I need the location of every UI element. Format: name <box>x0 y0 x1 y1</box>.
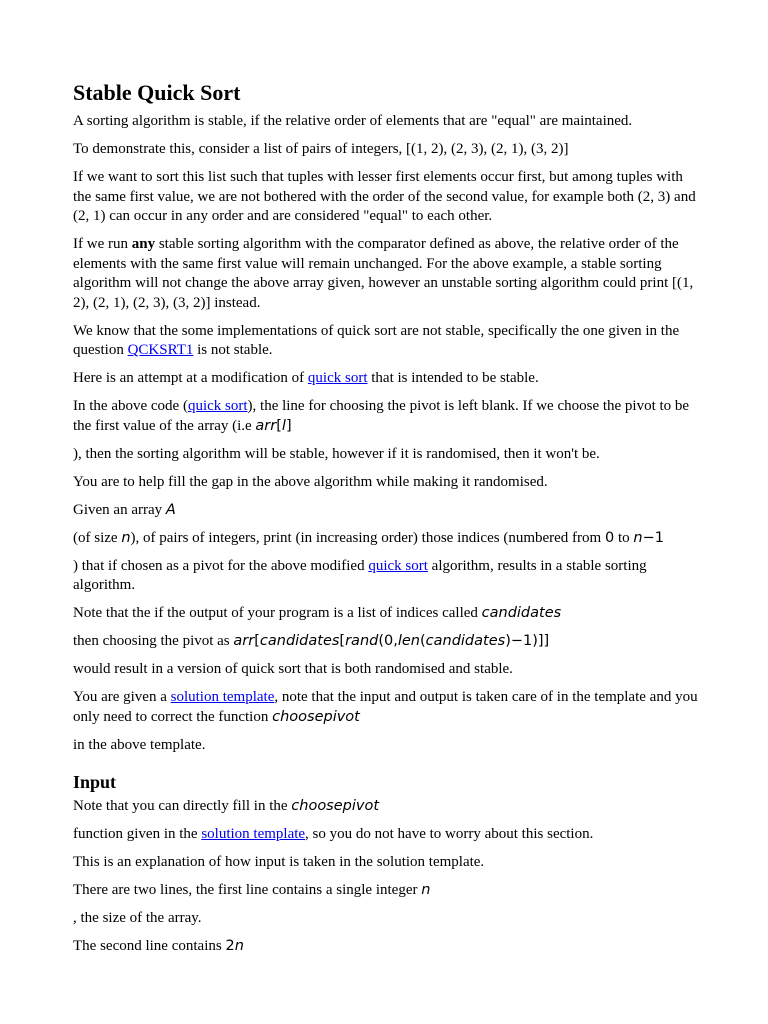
math-n: n <box>121 529 131 546</box>
math-tail: )−1)]] <box>505 633 550 649</box>
math-arr: arr <box>233 633 255 649</box>
paragraph-input-explanation: This is an explanation of how input is taken in the solution template. <box>73 854 485 870</box>
paragraph-sort-explanation: If we want to sort this list such that tuples with lesser first elements occur first, but among tuples with the same first value, we are not bothered with the order of the second value, for example both (2, 3) and (2, 1) can occur in any order and are considered "equal" to each other. <box>73 169 696 224</box>
solution-template-link[interactable]: solution template <box>201 826 306 842</box>
math-choosepivot: choosepivot <box>272 708 360 725</box>
math-len: len <box>397 633 420 649</box>
text: ), of pairs of integers, print (in increasing order) those indices (numbered from <box>130 529 605 546</box>
paragraph-task: You are to help fill the gap in the above algorithm while making it randomised. <box>73 473 548 490</box>
paragraph-two-lines <box>73 881 698 901</box>
quick-sort-link[interactable]: quick sort <box>368 557 428 574</box>
text: There are two lines, the first line contains a single integer <box>73 882 422 898</box>
math-choosepivot: choosepivot <box>291 798 380 814</box>
text: function given in the <box>73 826 202 842</box>
paragraph-stable-algorithm <box>73 235 698 313</box>
quick-sort-link[interactable]: quick sort <box>187 398 248 414</box>
math-n: n <box>633 529 643 546</box>
paragraph-randomised: ), then the sorting algorithm will be stable, however if it is randomised, then it won't be. <box>73 445 600 462</box>
text: ) that if chosen as a pivot for the above modified <box>73 557 369 574</box>
paragraph-array-size: , the size of the array. <box>73 910 202 926</box>
paragraph-fill-function <box>73 797 698 817</box>
text: Note that you can directly fill in the <box>73 798 292 814</box>
math-n: n <box>421 882 431 898</box>
paragraph-in-template: in the above template. <box>73 736 206 753</box>
text: , note that the input and output is taken care of in the template and you only need to correct the function <box>73 689 698 725</box>
text: algorithm, results in a stable sorting algorithm. <box>73 557 647 593</box>
paragraph-size <box>73 529 698 549</box>
math-bracket: [ <box>339 633 346 649</box>
paragraph-pivot-choice <box>73 397 698 436</box>
paragraph-candidates <box>73 604 698 624</box>
paragraph-modification-attempt <box>73 369 698 389</box>
paragraph-pivot-formula <box>73 632 698 652</box>
quick-sort-link[interactable]: quick sort <box>307 370 368 386</box>
paragraph-quicksort-unstable <box>73 322 698 361</box>
text: that is intended to be stable. <box>367 370 539 386</box>
paragraph-given-array <box>73 501 698 521</box>
math-zero: 0 <box>604 529 615 546</box>
math-A: A <box>165 501 176 518</box>
section-heading-input: Input <box>73 772 117 792</box>
text: is not stable. <box>193 342 273 358</box>
qcksrt1-link[interactable]: QCKSRT1 <box>127 342 194 358</box>
math-l: l <box>281 417 286 434</box>
text: Here is an attempt at a modification of <box>73 370 308 386</box>
text: The second line contains <box>73 938 226 954</box>
math-rand: rand <box>345 633 379 649</box>
paragraph-function-given <box>73 825 698 845</box>
paragraph-pivot-result <box>73 557 698 596</box>
text: , so you do not have to worry about this section. <box>305 826 594 842</box>
math-bracket: [ <box>254 633 260 649</box>
math-bracket: [ <box>276 417 282 434</box>
text: In the above code ( <box>73 398 188 414</box>
text: You are given a <box>73 689 171 705</box>
text: We know that the some implementations of quick sort are not stable, specifically the one given in the question <box>73 322 680 358</box>
text: (of size <box>73 529 122 546</box>
text: If we run <box>73 236 132 252</box>
paragraph-example-list: To demonstrate this, consider a list of pairs of integers, [(1, 2), (2, 3), (2, 1), (3, 2)] <box>73 141 569 157</box>
bold-any: any <box>131 236 156 252</box>
page-title: Stable Quick Sort <box>73 80 241 105</box>
math-two: 2 <box>225 938 235 954</box>
math-candidates: candidates <box>425 633 506 649</box>
paragraph-solution-template <box>73 688 698 727</box>
text: then choosing the pivot as <box>73 633 234 649</box>
math-arr: arr <box>255 417 277 434</box>
text: Given an array <box>73 501 166 518</box>
paragraph-result-stable: would result in a version of quick sort that is both randomised and stable. <box>73 661 513 677</box>
math-n: n <box>234 938 244 954</box>
paragraph-second-line <box>73 937 698 957</box>
math-candidates: candidates <box>259 633 340 649</box>
text: Note that the if the output of your program is a list of indices called <box>73 605 482 621</box>
text: to <box>614 529 634 546</box>
math-paren: (0, <box>378 633 398 649</box>
math-candidates: candidates <box>481 605 562 621</box>
math-paren: ( <box>419 633 426 649</box>
math-bracket: ] <box>285 417 292 434</box>
paragraph-stability-definition: A sorting algorithm is stable, if the relative order of elements that are "equal" are maintained. <box>73 113 633 129</box>
math-minus-one: −1 <box>642 529 664 546</box>
solution-template-link[interactable]: solution template <box>170 689 275 705</box>
text: stable sorting algorithm with the comparator defined as above, the relative order of the elements with the same first value will remain unchanged. For the above example, a stable sorting algorithm will not change the above array given, however an unstable sorting algorithm could print [(1, 2), (2, 1), (2, 3), (3, 2)] instead. <box>73 236 694 311</box>
text: ), the line for choosing the pivot is left blank. If we choose the pivot to be the first value of the array (i.e <box>73 398 690 434</box>
